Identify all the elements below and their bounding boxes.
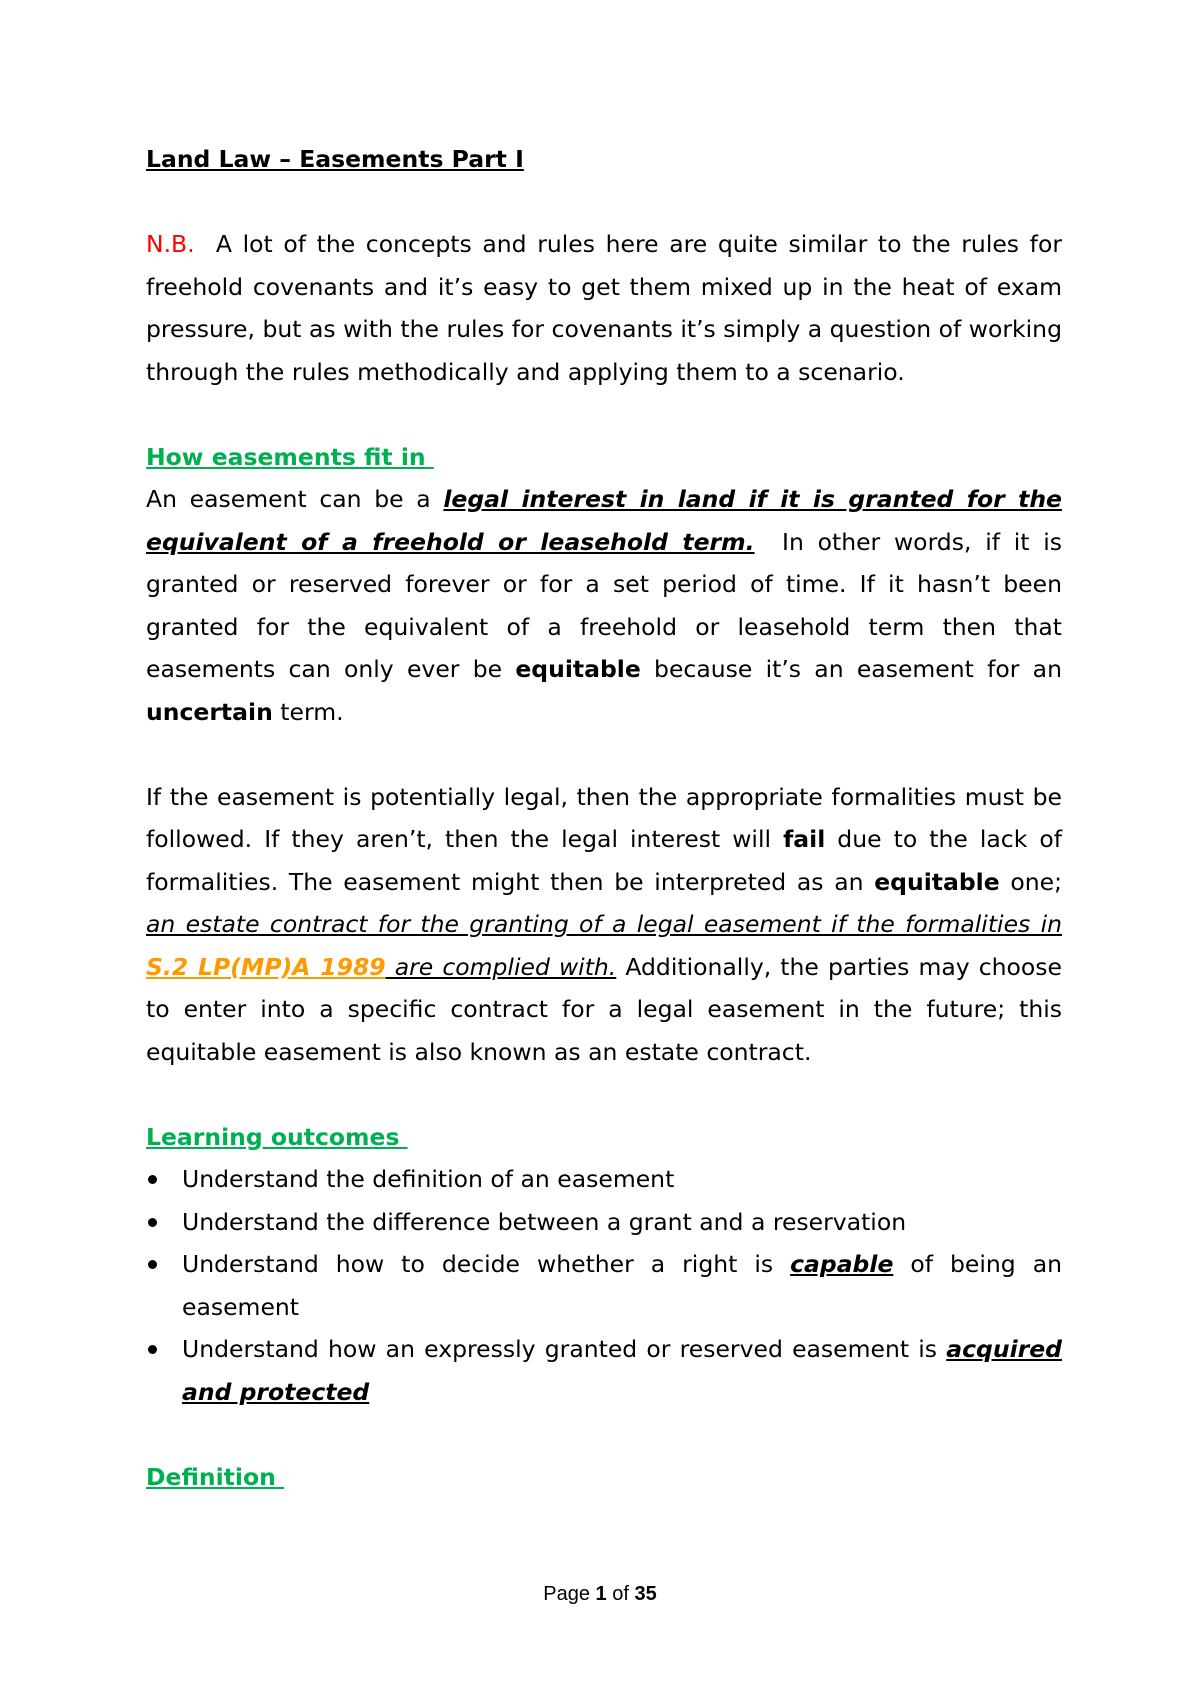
list-item [146, 1243, 1062, 1328]
fit-paragraph-2 [146, 776, 1062, 1074]
fit-p1-bold-uncertain: uncertain [146, 697, 273, 726]
list-item-text: Understand the definition of an easement [182, 1165, 675, 1193]
spacer [146, 1073, 1062, 1116]
bullet-icon [148, 1345, 157, 1354]
fit-p1-text: An easement can be a [146, 485, 444, 513]
fit-p2-text: Additionally, the parties may choose to enter into a specific contract for a legal easement in the future; this equitable easement is also known as an estate contract. [146, 952, 1062, 1066]
page-title [146, 138, 1062, 181]
definition-heading [146, 1456, 1062, 1499]
list-item [146, 1328, 1062, 1413]
footer-page-total: 35 [634, 1583, 657, 1605]
bullet-icon [148, 1260, 157, 1269]
outcomes-list [146, 1158, 1062, 1413]
nb-label: N.B. [146, 230, 195, 258]
spacer [146, 393, 1062, 436]
fit-heading-text: How easements fit in [146, 442, 426, 471]
list-item [146, 1201, 1062, 1244]
list-item [146, 1158, 1062, 1201]
list-item-text: Understand how to decide whether a right is [182, 1250, 791, 1278]
outcomes-heading-text: Learning outcomes [146, 1122, 400, 1151]
fit-p1-emphasis: legal interest in land if it is granted for the equivalent of a freehold or leasehold term. [146, 485, 1062, 556]
fit-p2-bold-equitable: equitable [874, 867, 1000, 896]
statute-reference: S.2 LP(MP)A 1989 [146, 952, 386, 981]
nb-text: A lot of the concepts and rules here are quite similar to the rules for freehold covenants and it’s easy to get them mixed up in the heat of exam pressure, but as with the rules for covenants it’s simply a question of working through the rules methodically and applying them to a scenario. [146, 230, 1062, 386]
fit-p2-italic: an estate contract for the granting of a legal easement if the formalities in [146, 910, 1062, 938]
footer-page-number: 1 [595, 1583, 607, 1605]
definition-heading-text: Definition [146, 1462, 276, 1491]
fit-p2-text: one; [999, 867, 1062, 896]
fit-p2-text: due to the lack of formalities. The easement might then be interpreted as an [146, 825, 1062, 896]
fit-p1-bold-equitable: equitable [515, 655, 641, 683]
fit-p1-text: term. [272, 697, 344, 726]
title-text: Land Law – Easements Part I [146, 145, 524, 173]
footer-page-word: Page [543, 1583, 590, 1605]
bullet-icon [148, 1175, 157, 1184]
fit-p1-text: because it’s an easement for an [640, 655, 1062, 683]
footer-of-word: of [612, 1583, 629, 1605]
fit-p2-bold-fail: fail [783, 825, 826, 853]
fit-heading [146, 436, 1062, 479]
nb-paragraph [146, 223, 1062, 393]
page-footer [0, 1583, 1200, 1606]
document-body [146, 138, 1062, 1498]
list-item-text: Understand how an expressly granted or reserved easement is [182, 1335, 947, 1363]
bullet-icon [148, 1218, 157, 1227]
list-item-text: Understand the difference between a grant and a reservation [182, 1207, 907, 1236]
spacer [146, 1413, 1062, 1456]
list-item-emphasis: acquired and protected [182, 1335, 1062, 1406]
fit-paragraph-1 [146, 478, 1062, 733]
fit-p1-text: In other words, if it is granted or reserved forever or for a set period of time. If it hasn’t been granted for the equivalent of a freehold or leasehold term then that easements can only ever be [146, 527, 1063, 683]
outcomes-heading [146, 1116, 1062, 1159]
list-item-emphasis: capable [790, 1250, 894, 1278]
spacer [146, 181, 1062, 224]
fit-p2-text: If the easement is potentially legal, then the appropriate formalities must be followed. If they aren’t, then the legal interest will [146, 782, 1062, 853]
list-item-text: of being an easement [182, 1250, 1062, 1321]
spacer [146, 733, 1062, 776]
fit-p2-italic: are complied with. [385, 952, 617, 981]
